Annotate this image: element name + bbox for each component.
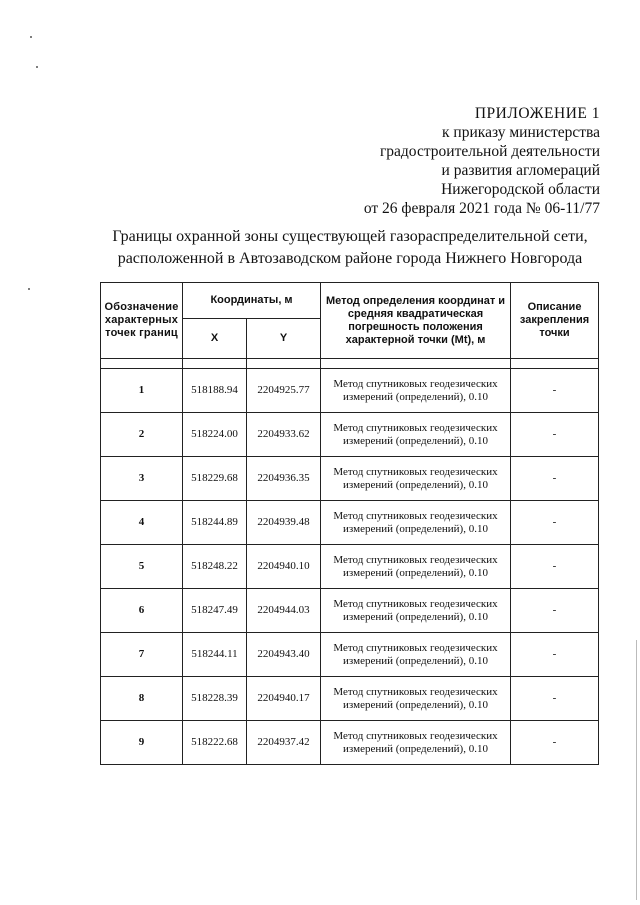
coord-x: 518188.94 xyxy=(183,369,247,413)
heading-line: Границы охранной зоны существующей газораспределительной сети, xyxy=(112,228,588,245)
method-cell: Метод спутниковых геодезических измерений (определений), 0.10 xyxy=(321,457,511,501)
coord-y: 2204940.10 xyxy=(247,545,321,589)
scan-speck xyxy=(30,36,32,38)
coord-y: 2204943.40 xyxy=(247,633,321,677)
description-cell: - xyxy=(511,677,599,721)
table-row xyxy=(101,589,599,633)
table-row xyxy=(101,413,599,457)
scan-speck xyxy=(28,288,30,290)
method-cell: Метод спутниковых геодезических измерений (определений), 0.10 xyxy=(321,589,511,633)
table-spacer-row xyxy=(101,359,599,369)
coord-y: 2204925.77 xyxy=(247,369,321,413)
description-cell: - xyxy=(511,369,599,413)
scan-edge-line xyxy=(636,640,637,900)
point-number: 3 xyxy=(101,457,183,501)
coord-x: 518229.68 xyxy=(183,457,247,501)
method-cell: Метод спутниковых геодезических измерений (определений), 0.10 xyxy=(321,677,511,721)
description-cell: - xyxy=(511,589,599,633)
point-number: 5 xyxy=(101,545,183,589)
coord-x: 518222.68 xyxy=(183,721,247,765)
table-row xyxy=(101,501,599,545)
boundary-points-table xyxy=(100,282,599,765)
method-cell: Метод спутниковых геодезических измерений (определений), 0.10 xyxy=(321,369,511,413)
method-cell: Метод спутниковых геодезических измерений (определений), 0.10 xyxy=(321,413,511,457)
point-number: 9 xyxy=(101,721,183,765)
coord-x: 518224.00 xyxy=(183,413,247,457)
coord-y: 2204944.03 xyxy=(247,589,321,633)
method-cell: Метод спутниковых геодезических измерений (определений), 0.10 xyxy=(321,721,511,765)
point-number: 4 xyxy=(101,501,183,545)
appendix-line: и развития агломераций xyxy=(441,162,600,179)
coord-x: 518244.11 xyxy=(183,633,247,677)
description-cell: - xyxy=(511,413,599,457)
method-cell: Метод спутниковых геодезических измерений (определений), 0.10 xyxy=(321,501,511,545)
header-y: Y xyxy=(247,319,321,359)
coord-y: 2204939.48 xyxy=(247,501,321,545)
header-method: Метод определения координат и средняя квадратическая погрешность положения характерной точки (Mt), м xyxy=(321,283,511,359)
document-heading xyxy=(0,226,640,270)
description-cell: - xyxy=(511,633,599,677)
heading-line: расположенной в Автозаводском районе города Нижнего Новгорода xyxy=(117,250,583,267)
description-cell: - xyxy=(511,501,599,545)
point-number: 6 xyxy=(101,589,183,633)
coord-x: 518244.89 xyxy=(183,501,247,545)
coord-x: 518248.22 xyxy=(183,545,247,589)
point-number: 7 xyxy=(101,633,183,677)
point-number: 8 xyxy=(101,677,183,721)
header-description: Описание закрепления точки xyxy=(511,283,599,359)
point-number: 2 xyxy=(101,413,183,457)
table-row xyxy=(101,545,599,589)
table-row xyxy=(101,369,599,413)
header-point: Обозначение характерных точек границ xyxy=(101,283,183,359)
appendix-line: к приказу министерства xyxy=(442,124,600,141)
table-row xyxy=(101,457,599,501)
method-cell: Метод спутниковых геодезических измерений (определений), 0.10 xyxy=(321,633,511,677)
appendix-block xyxy=(364,104,600,218)
point-number: 1 xyxy=(101,369,183,413)
description-cell: - xyxy=(511,457,599,501)
table-row xyxy=(101,721,599,765)
coord-y: 2204937.42 xyxy=(247,721,321,765)
header-x: X xyxy=(183,319,247,359)
appendix-line: Нижегородской области xyxy=(441,181,600,198)
table-row xyxy=(101,633,599,677)
appendix-line: градостроительной деятельности xyxy=(379,143,600,160)
coord-y: 2204940.17 xyxy=(247,677,321,721)
description-cell: - xyxy=(511,545,599,589)
method-cell: Метод спутниковых геодезических измерений (определений), 0.10 xyxy=(321,545,511,589)
coord-y: 2204936.35 xyxy=(247,457,321,501)
scan-speck xyxy=(36,66,38,68)
description-cell: - xyxy=(511,721,599,765)
header-coordinates: Координаты, м xyxy=(183,283,321,319)
coord-x: 518228.39 xyxy=(183,677,247,721)
coord-x: 518247.49 xyxy=(183,589,247,633)
appendix-title: ПРИЛОЖЕНИЕ 1 xyxy=(474,105,600,122)
coord-y: 2204933.62 xyxy=(247,413,321,457)
table-row xyxy=(101,677,599,721)
appendix-order-date: от 26 февраля 2021 года № 06-11/77 xyxy=(363,200,600,217)
